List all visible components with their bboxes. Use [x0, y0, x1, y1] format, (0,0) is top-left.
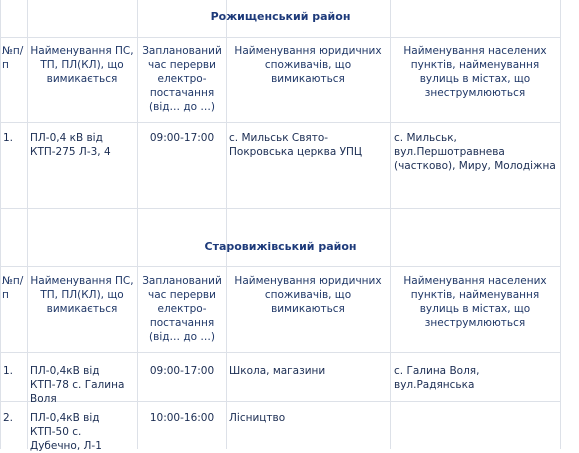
header-object-name: Найменування ПС, ТП, ПЛ(КЛ), що вимикається: [30, 275, 134, 315]
grid-line: [0, 266, 561, 267]
row-num: 2.: [3, 412, 14, 424]
header-settlements: Найменування населених пунктів, найменування вулиць в містах, що знеструмлюються: [403, 45, 547, 99]
header-num: №п/п: [2, 45, 24, 71]
row-object-name: ПЛ-0,4кВ від КТП-78 с. Галина Воля: [30, 365, 125, 405]
grid-line: [137, 0, 138, 449]
grid-line: [0, 352, 561, 353]
header-settlements: Найменування населених пунктів, найменування вулиць в містах, що знеструмлюються: [403, 275, 547, 329]
district-title: Рожищенський район: [210, 10, 351, 23]
grid-line: [226, 0, 227, 449]
header-legal-consumers: Найменування юридичних споживачів, що вимикаються: [234, 275, 382, 315]
row-num: 1.: [3, 132, 14, 144]
header-object-name: Найменування ПС, ТП, ПЛ(КЛ), що вимикається: [30, 45, 134, 85]
header-outage-time: Запланований час перерви електро-постачання (від… до …): [142, 45, 222, 113]
row-settlements: с. Мильськ, вул.Першотравнева (частково), Миру, Молодіжна: [394, 132, 556, 172]
row-legal-consumers: Школа, магазини: [229, 365, 326, 377]
row-num: 1.: [3, 365, 14, 377]
row-legal-consumers: Лісництво: [229, 412, 286, 424]
row-outage-time: 09:00-17:00: [149, 365, 215, 377]
row-settlements: с. Галина Воля, вул.Радянська: [394, 365, 480, 391]
row-legal-consumers: с. Мильськ Свято-Покровська церква УПЦ: [229, 132, 363, 158]
grid-line: [0, 122, 561, 123]
header-outage-time: Запланований час перерви електро-постачання (від… до …): [142, 275, 222, 343]
header-legal-consumers: Найменування юридичних споживачів, що вимикаються: [234, 45, 382, 85]
grid-line: [560, 0, 561, 449]
grid-line: [27, 0, 28, 449]
grid-line: [0, 208, 561, 209]
row-outage-time: 09:00-17:00: [149, 132, 215, 144]
grid-line: [0, 37, 561, 38]
grid-line: [390, 0, 391, 449]
row-object-name: ПЛ-0,4 кВ від КТП-275 Л-3, 4: [30, 132, 111, 158]
header-num: №п/п: [2, 275, 24, 301]
row-object-name: ПЛ-0,4кВ від КТП-50 с. Дубечно, Л-1: [30, 412, 102, 452]
district-title: Старовижівський район: [204, 240, 357, 253]
row-outage-time: 10:00-16:00: [149, 412, 215, 424]
grid-line: [0, 0, 1, 449]
